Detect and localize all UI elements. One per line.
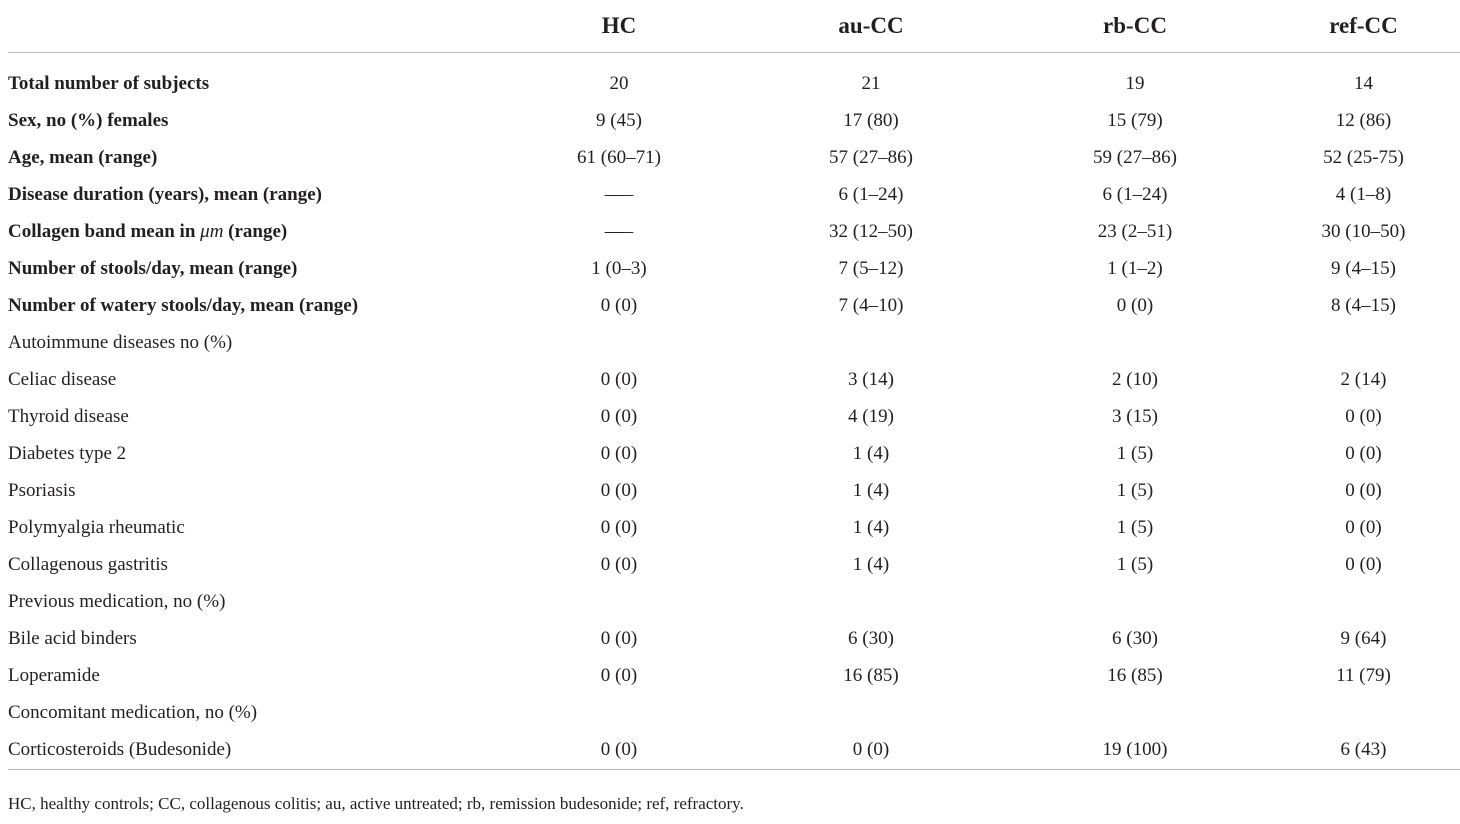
cell-rb-cc: 3 (15) [1112,405,1158,427]
row-label: Concomitant medication, no (%) [8,701,258,723]
cell-au-cc: 4 (19) [848,405,894,427]
table-row [8,176,1460,213]
cell-hc: 0 (0) [600,294,638,316]
cell-au-cc: 21 [861,72,881,94]
cell-hc: 0 (0) [600,442,638,464]
header-cell-hc: HC [499,0,739,53]
cell-au-cc: 7 (4–10) [838,294,904,316]
table-row [8,731,1460,770]
table-row [8,324,1460,361]
cell-ref-cc: 0 (0) [1345,479,1382,501]
cell-rb-cc: 23 (2–51) [1097,220,1173,242]
cell-ref-cc: 0 (0) [1345,442,1382,464]
cell-hc: 0 (0) [600,368,638,390]
row-label: Celiac disease [8,368,117,390]
cell-ref-cc: 52 (25-75) [1323,146,1404,168]
cell-ref-cc: 14 [1354,72,1373,94]
row-label: Corticosteroids (Budesonide) [8,731,499,770]
cell-au-cc: 57 (27–86) [829,146,913,168]
cell-ref-cc: 0 (0) [1345,516,1382,538]
cell-ref-cc: 0 (0) [1345,553,1382,575]
cell-ref-cc: 30 (10–50) [1321,220,1406,242]
table-header [8,0,1460,65]
cell-hc [499,694,739,731]
cell-au-cc: 16 (85) [843,664,899,686]
cell-rb-cc: 1 (5) [1116,553,1154,575]
table-row [8,250,1460,287]
table-row [8,398,1460,435]
row-label: Diabetes type 2 [8,442,127,464]
cell-ref-cc [1267,324,1460,361]
cell-au-cc: 6 (1–24) [838,183,904,205]
row-label: Sex, no (%) females [8,109,169,131]
cell-au-cc: 17 (80) [843,109,899,131]
row-label: Number of stools/day, mean (range) [8,257,298,279]
table-row [8,472,1460,509]
table-row [8,620,1460,657]
cell-ref-cc: 12 (86) [1335,109,1392,131]
row-label: Autoimmune diseases no (%) [8,331,233,353]
cell-rb-cc [1003,694,1267,731]
table-row [8,583,1460,620]
row-label: Age, mean (range) [8,146,158,168]
cell-ref-cc: 9 (64) [1340,627,1387,649]
table-row [8,657,1460,694]
cell-ref-cc: 6 (43) [1267,731,1460,770]
table-row [8,213,1460,250]
cell-ref-cc: 0 (0) [1345,405,1382,427]
cell-hc: —– [604,183,634,205]
row-label [8,213,499,250]
cell-rb-cc: 1 (5) [1116,516,1154,538]
cell-rb-cc: 1 (1–2) [1107,257,1163,279]
cell-hc: 9 (45) [596,109,642,131]
cell-rb-cc: 19 [1125,72,1145,94]
cell-hc [499,324,739,361]
characteristics-table [8,0,1460,770]
cell-rb-cc: 16 (85) [1107,664,1163,686]
cell-rb-cc: 59 (27–86) [1093,146,1177,168]
table-row [8,139,1460,176]
cell-au-cc: 6 (30) [848,627,894,649]
cell-au-cc: 1 (4) [852,516,890,538]
table-row [8,435,1460,472]
header-cell-ref-cc: ref-CC [1267,0,1460,53]
table-row [8,287,1460,324]
table-row [8,102,1460,139]
cell-au-cc: 0 (0) [739,731,1003,770]
table-footnote: HC, healthy controls; CC, collagenous colitis; au, active untreated; rb, remission budesonide; ref, refractory. [8,794,744,813]
cell-ref-cc: 2 (14) [1340,368,1387,390]
table-row [8,361,1460,398]
table-row [8,509,1460,546]
cell-au-cc: 7 (5–12) [838,257,904,279]
cell-hc: 0 (0) [600,516,638,538]
cell-hc: 61 (60–71) [577,146,661,168]
cell-rb-cc: 19 (100) [1003,731,1267,770]
cell-rb-cc: 6 (30) [1112,627,1158,649]
cell-hc: —– [604,220,634,242]
cell-rb-cc: 1 (5) [1116,479,1154,501]
cell-rb-cc [1003,324,1267,361]
cell-hc: 0 (0) [600,479,638,501]
row-label: Psoriasis [8,479,76,501]
table-row [8,546,1460,583]
cell-hc: 0 (0) [499,731,739,770]
cell-au-cc: 1 (4) [852,479,890,501]
cell-ref-cc: 4 (1–8) [1335,183,1392,205]
row-label: Polymyalgia rheumatic [8,516,185,538]
cell-rb-cc: 2 (10) [1112,368,1158,390]
cell-ref-cc: 9 (4–15) [1331,257,1396,279]
cell-hc: 0 (0) [600,664,638,686]
row-label: Thyroid disease [8,405,129,427]
row-label: Disease duration (years), mean (range) [8,183,322,205]
cell-rb-cc: 1 (5) [1116,442,1154,464]
cell-hc: 0 (0) [600,627,638,649]
unit-symbol: μm [200,220,224,242]
table-row [8,65,1460,102]
header-spacer [8,53,1460,66]
cell-ref-cc [1267,694,1460,731]
cell-hc: 0 (0) [600,405,638,427]
row-label: Total number of subjects [8,72,210,94]
row-label: Loperamide [8,664,100,686]
table-body [8,65,1460,770]
cell-au-cc [739,694,1003,731]
cell-rb-cc: 15 (79) [1107,109,1163,131]
row-label-text: (range) [223,220,288,242]
header-cell-rb-cc: rb-CC [1003,0,1267,53]
cell-hc: 20 [609,72,629,94]
cell-ref-cc: 11 (79) [1336,664,1391,686]
cell-hc: 1 (0–3) [591,257,647,279]
header-cell-label [8,0,499,53]
header-cell-au-cc: au-CC [739,0,1003,53]
cell-au-cc [739,583,1003,620]
row-label: Previous medication, no (%) [8,590,226,612]
table-row [8,694,1460,731]
cell-au-cc [739,324,1003,361]
row-label: Bile acid binders [8,627,137,649]
cell-ref-cc: 8 (4–15) [1331,294,1396,316]
row-label-text: Collagen band mean in [8,220,201,242]
row-label: Number of watery stools/day, mean (range) [8,294,359,316]
cell-au-cc: 1 (4) [852,553,890,575]
cell-ref-cc [1267,583,1460,620]
row-label: Collagenous gastritis [8,553,168,575]
cell-rb-cc: 6 (1–24) [1102,183,1168,205]
cell-au-cc: 32 (12–50) [829,220,913,242]
cell-au-cc: 1 (4) [852,442,890,464]
cell-hc [499,583,739,620]
cell-hc: 0 (0) [600,553,638,575]
cell-au-cc: 3 (14) [848,368,894,390]
cell-rb-cc [1003,583,1267,620]
cell-rb-cc: 0 (0) [1116,294,1154,316]
